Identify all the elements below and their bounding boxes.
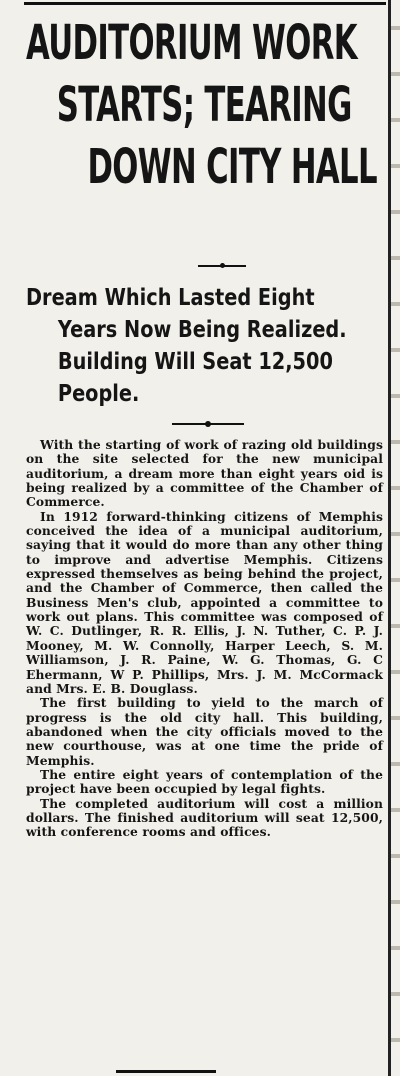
headline-line-3: DOWN CITY HALL bbox=[87, 139, 377, 195]
article-body bbox=[26, 438, 383, 840]
deck-line-4: People. bbox=[57, 381, 140, 407]
subheadline-deck bbox=[26, 282, 347, 410]
newspaper-article bbox=[26, 12, 383, 840]
paragraph-1: With the starting of work of razing old buildings on the site selected for the new municipal auditorium, a dream more than eight years oid is being realized by a committee of the Chamber of Commerce. bbox=[26, 437, 383, 510]
deck-divider bbox=[172, 423, 244, 425]
headline-line-1: AUDITORIUM WORK bbox=[26, 15, 357, 71]
deck-line-1: Dream Which Lasted Eight bbox=[26, 285, 315, 311]
paragraph-5: The completed auditorium will cost a million dollars. The finished auditorium will seat 12,500, with conference rooms and offices. bbox=[26, 795, 383, 840]
deck-line-3: Building Will Seat 12,500 bbox=[57, 349, 333, 375]
end-rule bbox=[116, 1070, 216, 1073]
top-column-rule bbox=[24, 2, 386, 5]
headline-divider bbox=[198, 265, 246, 267]
adjacent-column-fragment bbox=[391, 0, 400, 1076]
headline-line-2: STARTS; TEARING bbox=[56, 77, 352, 133]
paragraph-4: The entire eight years of contemplation of the project have been occupied by legal fights. bbox=[26, 766, 383, 797]
paragraph-2: In 1912 forward-thinking citizens of Memphis conceived the idea of a municipal auditorium, saying that it would do more than any other thing to improve and advertise Memphis. Citizens expressed themselves as being behind the project, and the Chamber of Commerce, then called the Business Men's club, appointed a committee to work out plans. This committee was composed of W. C. Dutlinger, R. R. Ellis, J. N. Tuther, C. P. J. Mooney, M. W. Connolly, Harper Leech, S. M. Williamson, J. R. Paine, W. G. Thomas, G. C Ehermann, W P. Phillips, Mrs. J. M. McCormack and Mrs. E. B. Douglass. bbox=[26, 508, 383, 696]
paragraph-3: The first building to yield to the march of progress is the old city hall. This building, abandoned when the city officials moved to the new courthouse, was at one time the pride of Memphis. bbox=[26, 695, 383, 768]
headline bbox=[26, 12, 382, 198]
deck-line-2: Years Now Being Realized. bbox=[57, 317, 347, 343]
